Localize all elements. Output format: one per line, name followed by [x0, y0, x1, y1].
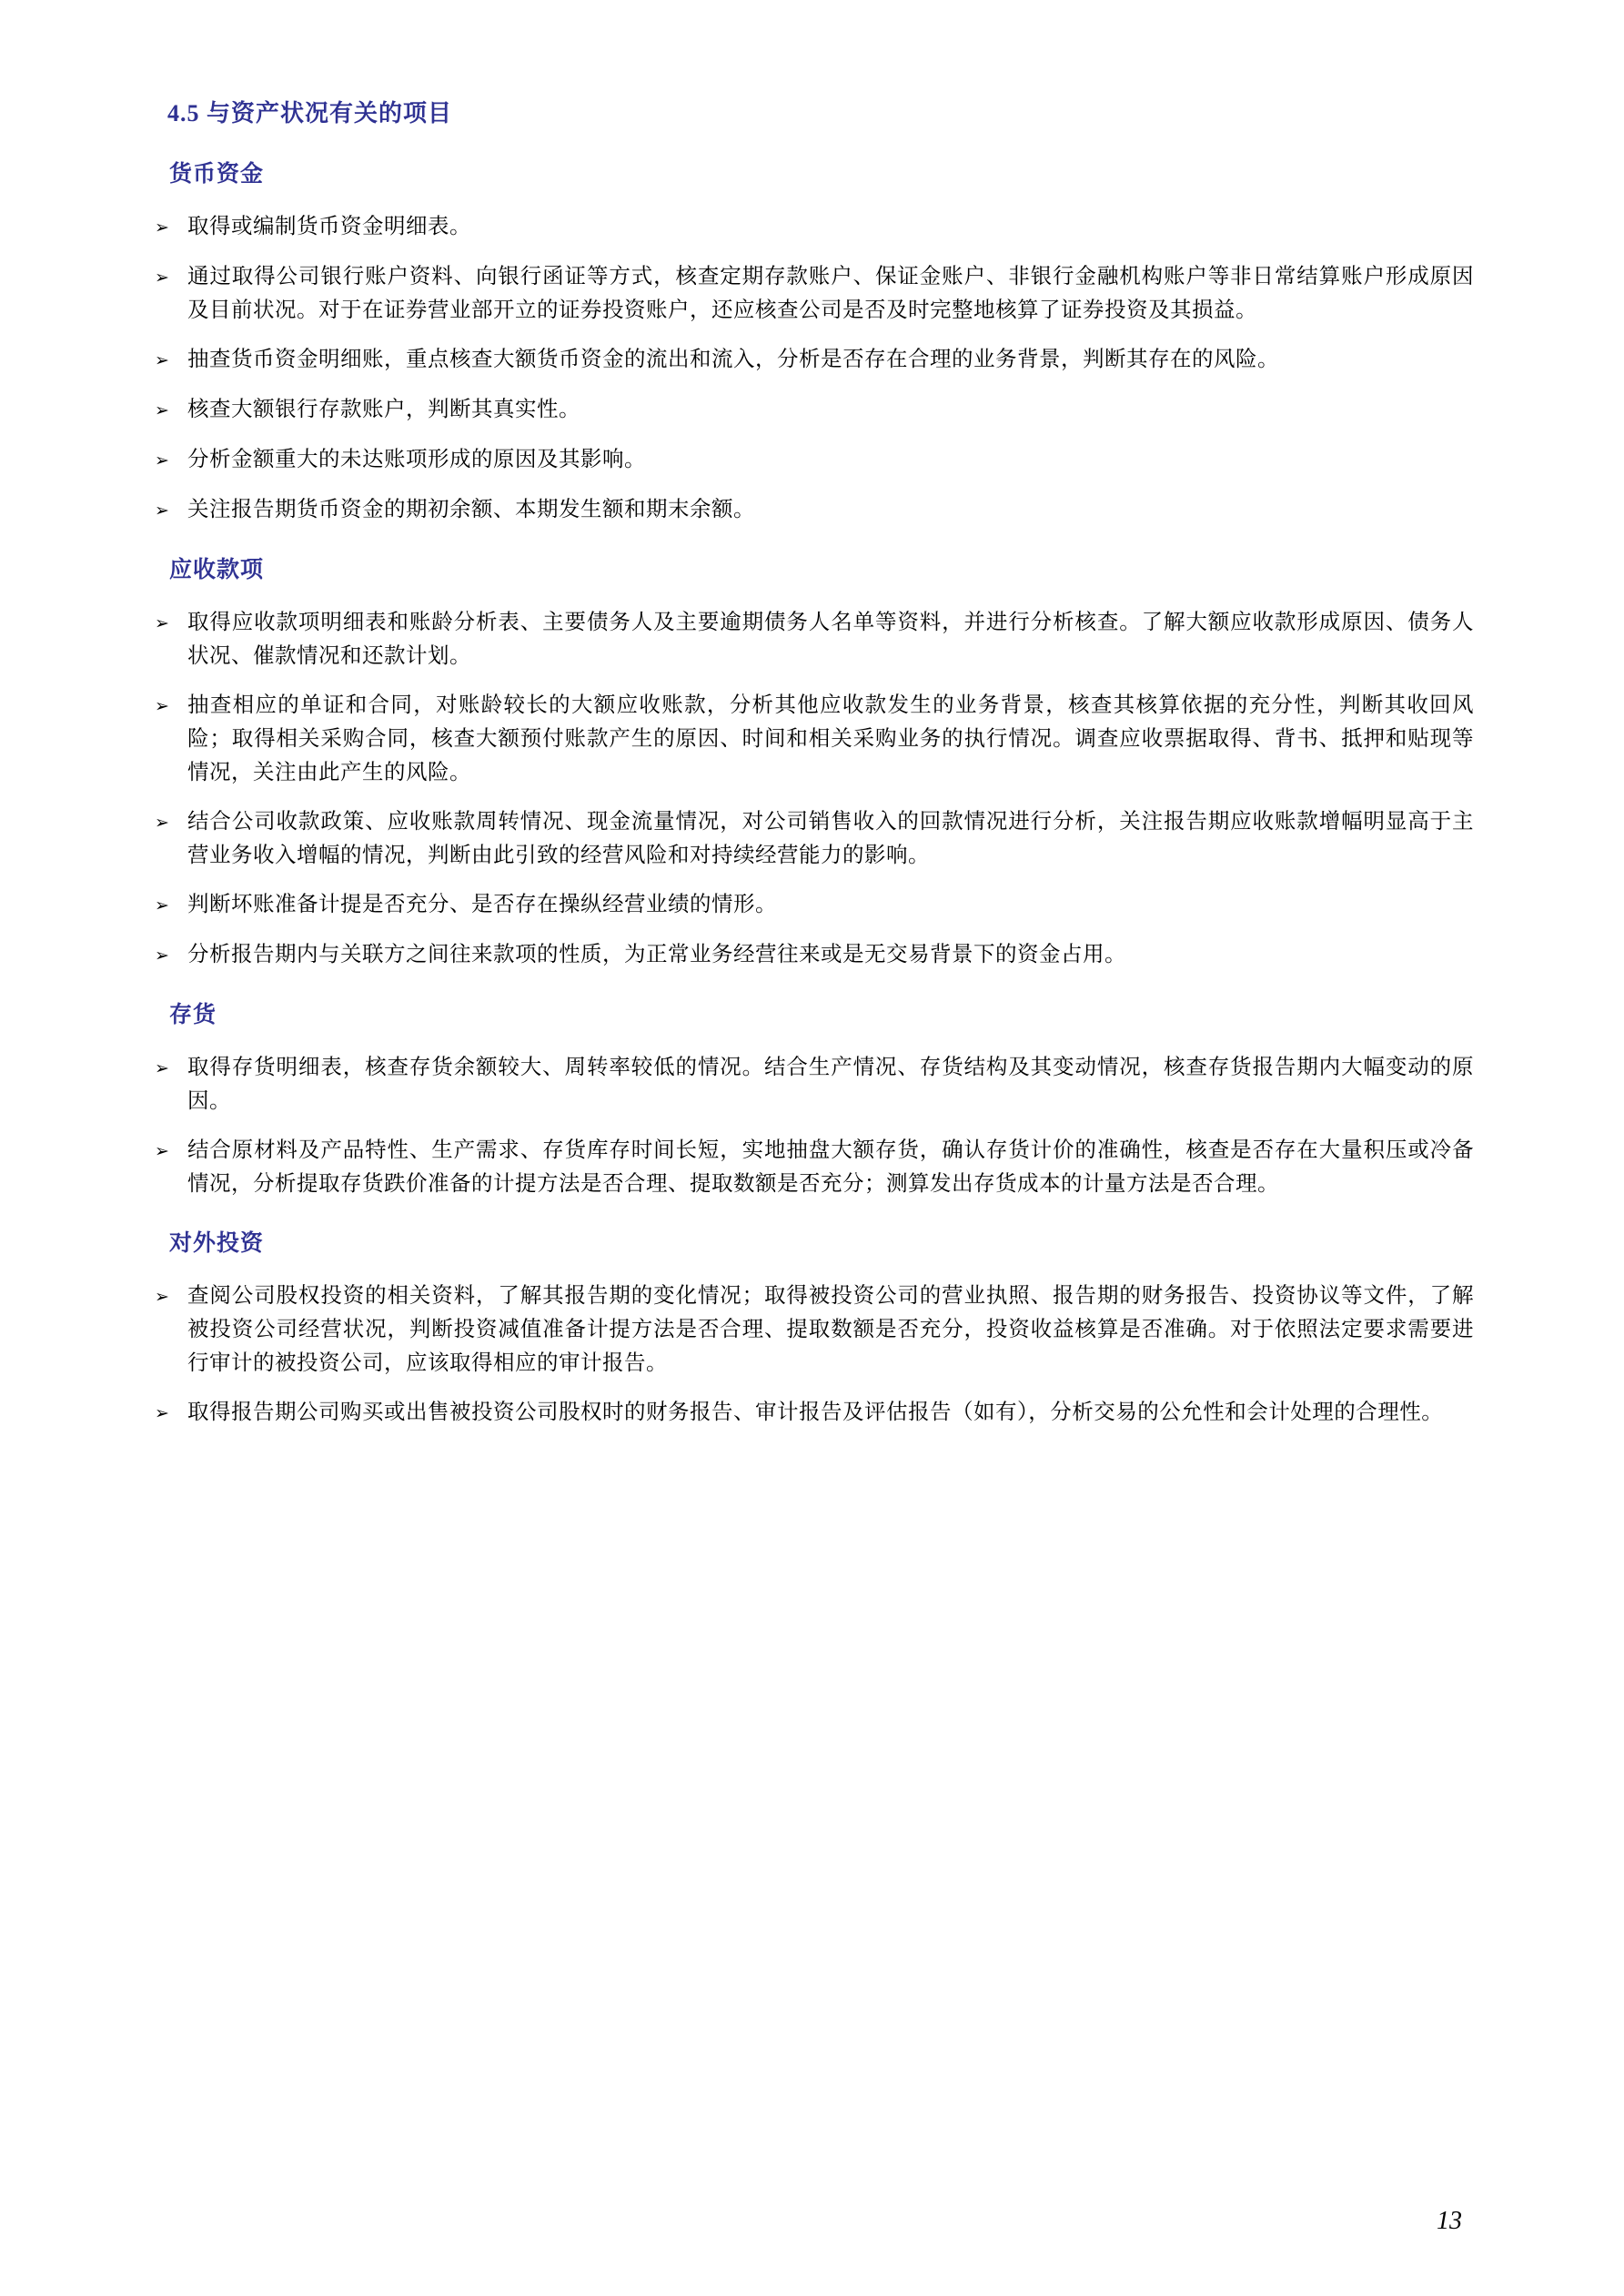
list-item — [155, 938, 1474, 973]
arrow-bullet-icon: ➢ — [155, 501, 169, 521]
group-external-investment — [155, 1225, 1474, 1431]
page-number: 13 — [1437, 2207, 1462, 2235]
arrow-bullet-icon: ➢ — [155, 814, 169, 833]
arrow-bullet-icon: ➢ — [155, 1404, 169, 1423]
bullet-text: 判断坏账准备计提是否充分、是否存在操纵经营业绩的情形。 — [187, 893, 777, 916]
group-inventory — [155, 996, 1474, 1201]
arrow-bullet-icon: ➢ — [155, 697, 169, 716]
list-item — [155, 210, 1474, 245]
bullet-text: 取得应收款项明细表和账龄分析表、主要债务人及主要逾期债务人名单等资料，并进行分析核查。了解大额应收款形成原因、债务人状况、催款情况和还款计划。 — [187, 611, 1474, 668]
list-item — [155, 606, 1474, 673]
arrow-bullet-icon: ➢ — [155, 614, 169, 633]
list-item — [155, 1134, 1474, 1201]
section-heading: 4.5 与资产状况有关的项目 — [167, 100, 453, 126]
arrow-bullet-icon: ➢ — [155, 1142, 169, 1161]
group-title: 货币资金 — [169, 162, 265, 187]
arrow-bullet-icon: ➢ — [155, 218, 169, 238]
arrow-bullet-icon: ➢ — [155, 268, 169, 288]
arrow-bullet-icon: ➢ — [155, 351, 169, 370]
list-item — [155, 1279, 1474, 1381]
list-item — [155, 343, 1474, 378]
list-item — [155, 443, 1474, 478]
arrow-bullet-icon: ➢ — [155, 401, 169, 420]
group-title: 应收款项 — [169, 558, 265, 582]
bullet-text: 抽查货币资金明细账，重点核查大额货币资金的流出和流入，分析是否存在合理的业务背景，判断其存在的风险。 — [187, 348, 1279, 371]
bullet-text: 关注报告期货币资金的期初余额、本期发生额和期末余额。 — [187, 498, 755, 521]
bullet-text: 结合原材料及产品特性、生产需求、存货库存时间长短，实地抽盘大额存货，确认存货计价的准确性，核查是否存在大量积压或冷备情况，分析提取存货跌价准备的计提方法是否合理、提取数额是否充分；测算发出存货成本的计量方法是否合理。 — [187, 1138, 1474, 1196]
arrow-bullet-icon: ➢ — [155, 1059, 169, 1078]
bullet-text: 取得或编制货币资金明细表。 — [187, 215, 471, 238]
bullet-text: 结合公司收款政策、应收账款周转情况、现金流量情况，对公司销售收入的回款情况进行分析，关注报告期应收账款增幅明显高于主营业务收入增幅的情况，判断由此引致的经营风险和对持续经营能力的影响。 — [187, 810, 1474, 867]
bullet-text: 分析报告期内与关联方之间往来款项的性质，为正常业务经营往来或是无交易背景下的资金占用。 — [187, 943, 1126, 966]
arrow-bullet-icon: ➢ — [155, 451, 169, 470]
list-item — [155, 493, 1474, 528]
arrow-bullet-icon: ➢ — [155, 946, 169, 966]
arrow-bullet-icon: ➢ — [155, 1288, 169, 1307]
group-title: 对外投资 — [169, 1231, 265, 1256]
bullet-text: 抽查相应的单证和合同，对账龄较长的大额应收账款，分析其他应收款发生的业务背景，核查其核算依据的充分性，判断其收回风险；取得相关采购合同，核查大额预付账款产生的原因、时间和相关采购业务的执行情况。调查应收票据取得、背书、抵押和贴现等情况，关注由此产生的风险。 — [187, 693, 1474, 784]
list-item — [155, 689, 1474, 790]
list-item — [155, 260, 1474, 328]
list-item — [155, 888, 1474, 923]
group-receivables — [155, 551, 1474, 973]
arrow-bullet-icon: ➢ — [155, 896, 169, 915]
list-item — [155, 805, 1474, 873]
bullet-text: 取得存货明细表，核查存货余额较大、周转率较低的情况。结合生产情况、存货结构及其变动情况，核查存货报告期内大幅变动的原因。 — [187, 1056, 1474, 1113]
bullet-text: 分析金额重大的未达账项形成的原因及其影响。 — [187, 448, 646, 471]
list-item — [155, 393, 1474, 428]
list-item — [155, 1051, 1474, 1118]
bullet-text: 查阅公司股权投资的相关资料，了解其报告期的变化情况；取得被投资公司的营业执照、报告期的财务报告、投资协议等文件，了解被投资公司经营状况，判断投资减值准备计提方法是否合理、提取数额是否充分，投资收益核算是否准确。对于依照法定要求需要进行审计的被投资公司，应该取得相应的审计报告。 — [187, 1284, 1474, 1375]
bullet-text: 取得报告期公司购买或出售被投资公司股权时的财务报告、审计报告及评估报告（如有），分析交易的公允性和会计处理的合理性。 — [187, 1401, 1444, 1424]
bullet-text: 核查大额银行存款账户，判断其真实性。 — [187, 398, 580, 421]
list-item — [155, 1396, 1474, 1431]
group-title: 存货 — [169, 1003, 217, 1027]
group-monetary-funds — [155, 156, 1474, 528]
bullet-text: 通过取得公司银行账户资料、向银行函证等方式，核查定期存款账户、保证金账户、非银行金融机构账户等非日常结算账户形成原因及目前状况。对于在证券营业部开立的证券投资账户，还应核查公司是否及时完整地核算了证券投资及其损益。 — [187, 265, 1474, 322]
